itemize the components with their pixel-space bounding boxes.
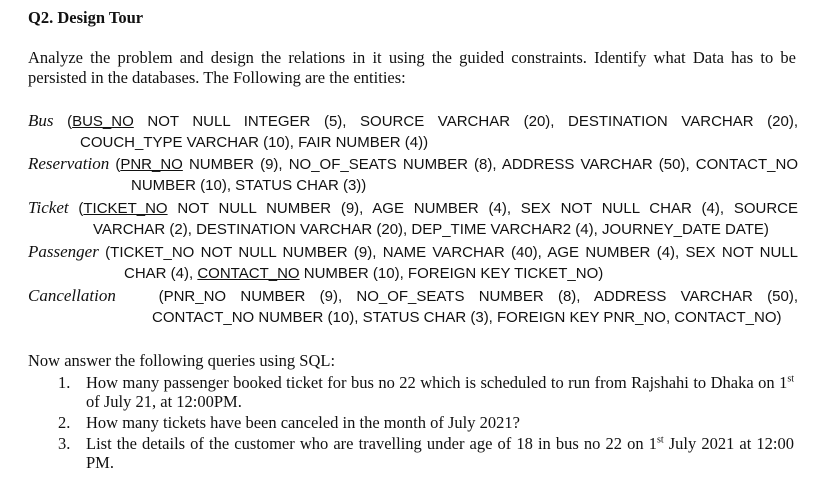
intro-paragraph: Analyze the problem and design the relations in it using the guided constraints. Identify what Data has to be persisted in the databases. The Following are the entities: [28,48,796,87]
entity-bus: Bus (BUS_NO NOT NULL INTEGER (5), SOURCE VARCHAR (20), DESTINATION VARCHAR (20), COUCH_TYPE VARCHAR (10), FAIR NUMBER (4)) [28,111,798,151]
entity-name: Reservation [28,154,110,173]
document-page: Q2. Design Tour Analyze the problem and design the relations in it using the guided constraints. Identify what Data has to be persisted in the databases. The Following are the entities: Bus (BUS_NO NOT NULL INTEGER (5), SOURCE VARCHAR (20), DESTINATION VARCHAR (20), COUCH_TYPE VARCHAR (10), FAIR NUMBER (4)) Reservation (PNR_NO NUMBER (9), NO_OF_SEATS NUMBER (8), ADDRESS VARCHAR (50), CONTACT_NO NUMBER (10), STATUS CHAR (3)) Ticket (TICKET_NO NOT NULL NUMBER (9), AGE NUMBER (4), SEX NOT NULL CHAR (4), SOURCE VARCHAR (2), DESTINATION VARCHAR (20), DEP_TIME VARCHAR2 (4), JOURNEY_DATE DATE) Passenger (TICKET_NO NOT NULL NUMBER (9), NAME VARCHAR (40), AGE NUMBER (4), SEX NOT NULL CHAR (4), CONTACT_NO NUMBER (10), FOREIGN KEY TICKET_NO) Cancellation (PNR_NO NUMBER (9), NO_OF_SEATS NUMBER (8), ADDRESS VARCHAR (50), CONTACT_NO NUMBER (10), STATUS CHAR (3), FOREIGN KEY PNR_NO, CONTACT_NO) Now answer the following queries using SQL: 1. How many passenger booked ticket for bus no 22 which is scheduled to run from Rajshahi to Dhaka on 1st of July 21, at 12:00PM. 2. How many tickets have been canceled in the month of July 2021? 3. List the details of the customer who are travelling under age of 18 in bus no 22 on 1st July 2021 at 12:00 PM. [28,8,799,472]
question-title: Q2. Design Tour [28,8,144,27]
primary-key: PNR_NO [120,156,183,173]
entity-name: Ticket [28,198,69,217]
primary-key: TICKET_NO [83,200,168,217]
primary-key: BUS_NO [72,113,134,130]
entity-name: Bus [28,111,54,130]
entity-passenger: Passenger (TICKET_NO NOT NULL NUMBER (9), NAME VARCHAR (40), AGE NUMBER (4), SEX NOT NULL CHAR (4), CONTACT_NO NUMBER (10), FOREIGN KEY TICKET_NO) [28,242,798,282]
entity-name: Passenger [28,242,99,261]
entity-cancellation: Cancellation (PNR_NO NUMBER (9), NO_OF_SEATS NUMBER (8), ADDRESS VARCHAR (50), CONTACT_NO NUMBER (10), STATUS CHAR (3), FOREIGN KEY PNR_NO, CONTACT_NO) [28,286,798,326]
answer-heading: Now answer the following queries using SQL: [28,351,336,370]
entity-ticket: Ticket (TICKET_NO NOT NULL NUMBER (9), AGE NUMBER (4), SEX NOT NULL CHAR (4), SOURCE VARCHAR (2), DESTINATION VARCHAR (20), DEP_TIME VARCHAR2 (4), JOURNEY_DATE DATE) [28,198,799,238]
entity-name: Cancellation [28,286,116,305]
entity-reservation: Reservation (PNR_NO NUMBER (9), NO_OF_SEATS NUMBER (8), ADDRESS VARCHAR (50), CONTACT_NO NUMBER (10), STATUS CHAR (3)) [28,154,798,194]
primary-key: CONTACT_NO [197,265,300,282]
